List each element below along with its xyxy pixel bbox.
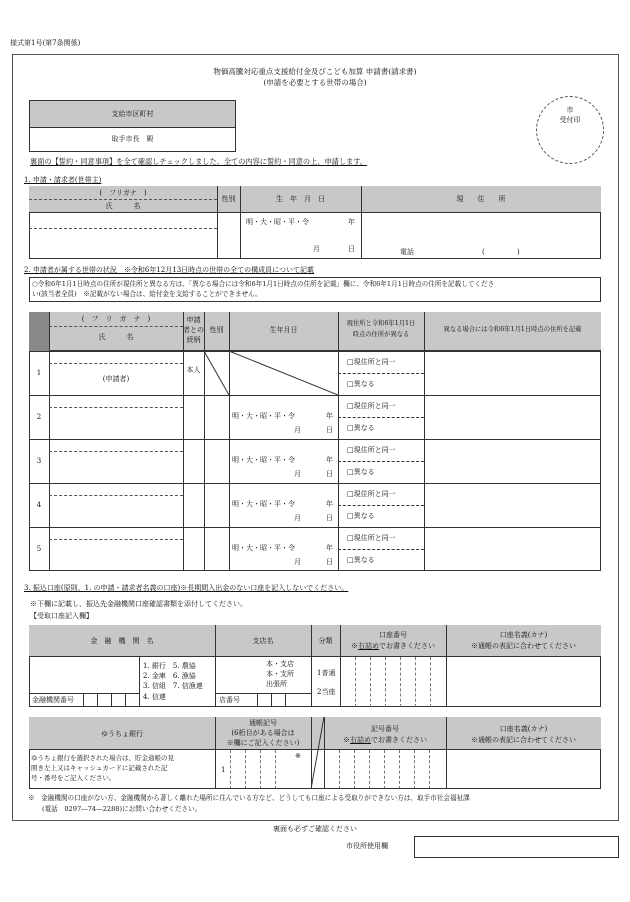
office-use-box [414,836,619,858]
address-label: 現 住 所 [456,195,506,203]
same-address-checkbox[interactable]: □現住所と同一 [347,490,396,498]
row-era-options[interactable]: 明・大・昭・平・令 [232,456,295,464]
row-era-options[interactable]: 明・大・昭・平・令 [232,500,295,508]
yucho-label: ゆうちょ銀行 [101,730,143,738]
row-number: 5 [36,545,42,553]
bank-name-label: 金 融 機 関 名 [90,637,154,645]
different-address-checkbox[interactable]: □異なる [347,468,375,476]
bank-type-options[interactable]: 1. 銀行 5. 農協 [143,662,196,670]
same-address-checkbox[interactable]: □現住所と同一 [347,534,396,542]
col-furigana: ( フ リ ガ ナ ) [81,315,151,323]
sec1-heading: 1. 申請・請求者(世帯主) [24,176,102,184]
phone-label: 電話 [400,248,414,256]
office-use-label: 市役所使用欄 [346,842,388,850]
different-address-checkbox[interactable]: □異なる [347,512,375,520]
row-number: 2 [36,413,42,421]
birth-label: 生 年 月 日 [276,195,325,203]
sec3-heading: 3. 振込口座(原則、1. の申請・請求者名義の口座)※長期間入出金のない口座を記入しないでください。 [24,584,349,592]
name-label: 氏 名 [105,202,141,210]
row-number: 4 [36,501,42,509]
different-address-checkbox[interactable]: □異なる [347,380,375,388]
row-era-options[interactable]: 明・大・昭・平・令 [232,544,295,552]
form-number: 様式第1号(第7条関係) [10,39,81,47]
consent-text: 裏面の【誓約・同意事項】を全て確認しチェックしました。全ての内容に誓約・同意の上、申請します。 [30,157,368,166]
sec2-heading: 2. 申請者が属する世帯の状況 ※令和6年12月13日時点の世帯の全ての構成員について記載 [24,266,315,274]
row-number: 1 [36,369,42,377]
mayor-box: 取手市長 殿 [29,127,236,152]
form-subtitle: (申請を必要とする世帯の場合) [263,78,367,87]
different-address-checkbox[interactable]: □異なる [347,424,375,432]
applicant-label: (申請者) [102,375,130,383]
furigana-label: ( フリガナ ) [99,189,147,197]
account-section-label: 【受取口座記入欄】 [30,612,93,620]
city-box: 支給市区町村 [29,100,236,128]
self-label: 本人 [186,366,201,374]
branch-code-label: 店番号 [219,696,240,704]
account-type-options[interactable]: 1普通 [317,669,336,677]
form-title: 物価高騰対応重点支援給付金及びこども加算 申請書(請求書) [213,67,417,76]
gender-label: 性別 [221,195,236,203]
bank-code-label: 金融機関番号 [32,696,74,704]
col-name: 氏 名 [98,333,134,341]
row-era-options[interactable]: 明・大・昭・平・令 [232,412,295,420]
era-options[interactable]: 明・大・昭・平・令 [246,218,309,226]
sec3-note: ※下欄に記載し、振込先金融機関口座確認書類を添付してください。 [30,600,247,608]
footnote: ※ 金融機関の口座がない方、金融機関から著しく離れた場所に住んでいる方など、どうしても口座による受取りができない方は、取手市社会福祉課 [28,794,470,802]
sec2-note-box: ○令和6年1月1日時点の住所が現住所と異なる方は、「異なる場合には令和6年1月1日時点の住所を記載」欄に、令和6年1月1日時点の住所を記載してくださ い(該当者全員) ※記載がない場合は、給付金を支給することができません。 [29,277,601,302]
reception-stamp: 市 受付印 [536,96,604,164]
different-address-checkbox[interactable]: □異なる [347,556,375,564]
row-number: 3 [36,457,42,465]
same-address-checkbox[interactable]: □現住所と同一 [347,446,396,454]
same-address-checkbox[interactable]: □現住所と同一 [347,402,396,410]
back-notice: 裏面も必ずご確認ください [273,825,357,833]
same-address-checkbox[interactable]: □現住所と同一 [347,358,396,366]
